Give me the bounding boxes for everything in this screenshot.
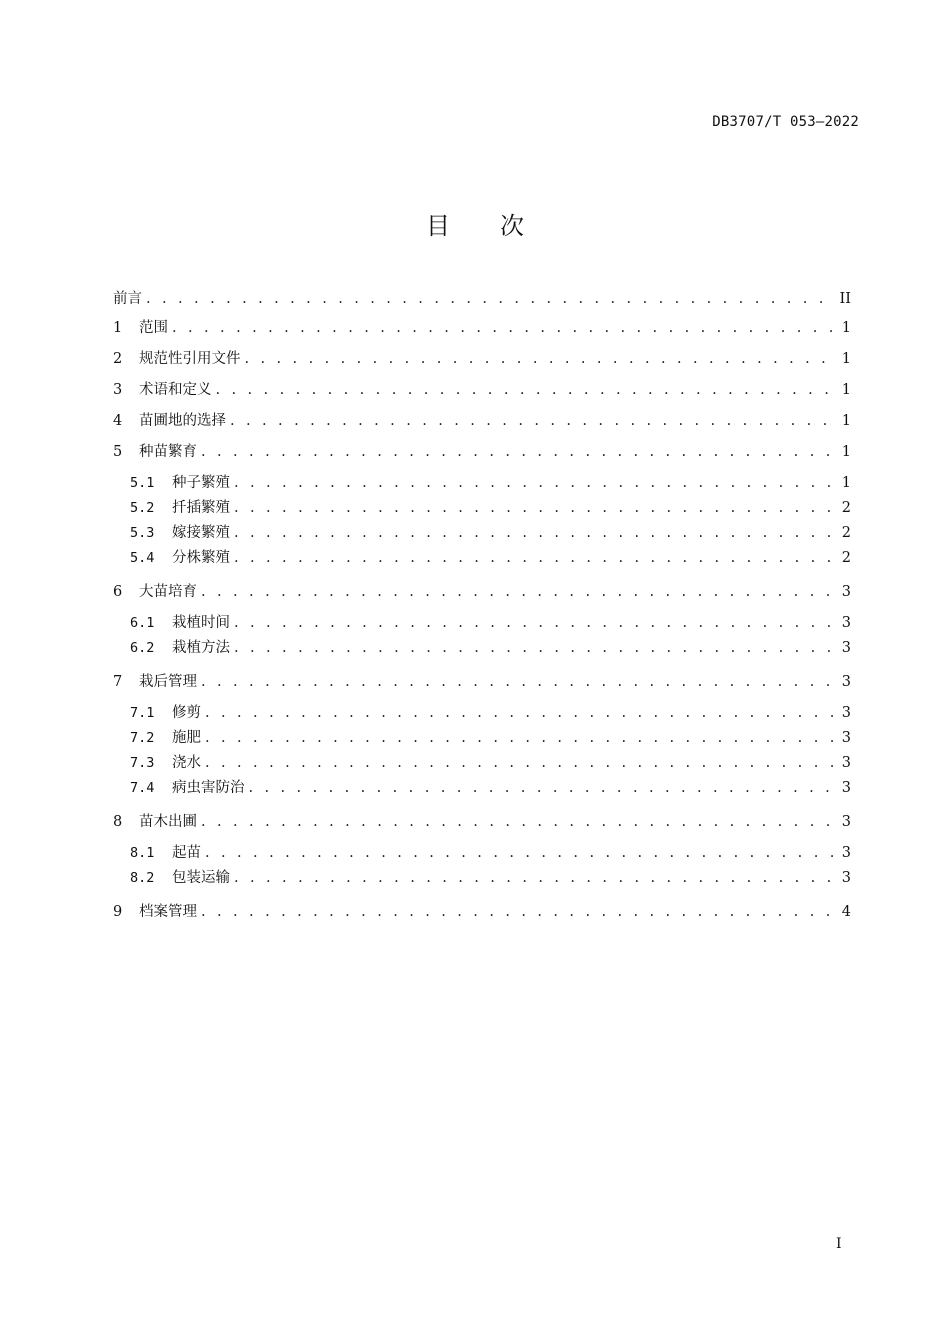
toc-entry-label: 浇水	[172, 755, 201, 771]
toc-entry[interactable]	[113, 807, 851, 838]
toc-dot-leader	[234, 636, 836, 661]
toc-dot-leader	[234, 521, 836, 546]
toc-entry-number: 7.2	[130, 730, 155, 746]
toc-entry[interactable]	[113, 701, 851, 726]
toc-entry-label: 苗圃地的选择	[139, 413, 226, 429]
toc-entry[interactable]	[113, 284, 851, 313]
toc-entry-number: 6	[113, 584, 123, 600]
toc-entry[interactable]	[113, 406, 851, 437]
toc-dot-leader	[249, 776, 836, 801]
page-title	[0, 206, 950, 241]
toc-entry[interactable]	[113, 344, 851, 375]
toc-entry-label: 栽植方法	[172, 640, 230, 656]
toc-entry-page: 3	[841, 870, 851, 886]
toc-entry-label: 扦插繁殖	[172, 500, 230, 516]
toc-entry-page: 1	[841, 413, 851, 429]
toc-entry-label: 苗木出圃	[139, 814, 197, 830]
toc-entry-number: 9	[113, 904, 123, 920]
toc-entry-page: 3	[841, 674, 851, 690]
toc-dot-leader	[201, 897, 836, 928]
toc-entry[interactable]	[113, 437, 851, 468]
toc-dot-leader	[234, 611, 836, 636]
toc-dot-leader	[205, 751, 836, 776]
toc-entry-number: 6.1	[130, 615, 155, 631]
toc-entry-page: 3	[841, 845, 851, 861]
toc-dot-leader	[172, 313, 836, 344]
toc-dot-leader	[201, 437, 836, 468]
toc-entry-page: 3	[841, 584, 851, 600]
toc-entry-number: 7.4	[130, 780, 155, 796]
toc-entry-label: 前言	[113, 291, 142, 307]
toc-entry[interactable]	[113, 636, 851, 661]
toc-dot-leader	[230, 406, 836, 437]
toc-dot-leader	[201, 807, 836, 838]
toc-entry-page: 3	[841, 730, 851, 746]
toc-entry-label: 分株繁殖	[172, 550, 230, 566]
toc-entry-label: 施肥	[172, 730, 201, 746]
toc-entry-label: 范围	[139, 320, 168, 336]
toc-entry-label: 术语和定义	[139, 382, 212, 398]
toc-entry-page: 3	[841, 814, 851, 830]
toc-dot-leader	[234, 546, 836, 571]
toc-entry-label: 修剪	[172, 705, 201, 721]
toc-entry-label: 病虫害防治	[172, 780, 245, 796]
toc-dot-leader	[205, 701, 836, 726]
toc-entry[interactable]	[113, 546, 851, 571]
toc-entry[interactable]	[113, 776, 851, 801]
standard-code: DB3707/T 053—2022	[712, 114, 859, 130]
toc-entry-number: 3	[113, 382, 123, 398]
toc-entry[interactable]	[113, 751, 851, 776]
toc-entry-page: 2	[841, 550, 851, 566]
page-number: I	[836, 1236, 842, 1252]
toc-entry[interactable]	[113, 897, 851, 928]
toc-entry-number: 7	[113, 674, 123, 690]
toc-entry-page: 2	[841, 525, 851, 541]
toc-entry[interactable]	[113, 471, 851, 496]
toc-entry[interactable]	[113, 496, 851, 521]
toc-entry-number: 5.2	[130, 500, 155, 516]
toc-entry-page: 1	[841, 382, 851, 398]
toc-entry[interactable]	[113, 577, 851, 608]
toc-entry-label: 栽后管理	[139, 674, 197, 690]
toc-dot-leader	[201, 667, 836, 698]
toc-entry-page: 3	[841, 755, 851, 771]
toc-entry[interactable]	[113, 521, 851, 546]
toc-entry-number: 7.3	[130, 755, 155, 771]
toc-entry-number: 1	[113, 320, 123, 336]
toc-entry-page: 3	[841, 705, 851, 721]
toc-dot-leader	[234, 471, 836, 496]
toc-entry-page: 2	[841, 500, 851, 516]
toc-entry-number: 7.1	[130, 705, 155, 721]
toc-dot-leader	[205, 726, 836, 751]
toc-dot-leader	[205, 841, 836, 866]
toc-entry-label: 起苗	[172, 845, 201, 861]
toc-dot-leader	[234, 496, 836, 521]
toc-dot-leader	[245, 344, 836, 375]
toc-dot-leader	[146, 284, 834, 315]
toc-entry-label: 规范性引用文件	[139, 351, 241, 367]
toc-entry-page: 1	[841, 475, 851, 491]
toc-entry[interactable]	[113, 375, 851, 406]
toc-entry-number: 2	[113, 351, 123, 367]
toc-entry-label: 包装运输	[172, 870, 230, 886]
toc-dot-leader	[201, 577, 836, 608]
toc-entry-label: 大苗培育	[139, 584, 197, 600]
toc-entry-page: 3	[841, 640, 851, 656]
toc-entry-number: 6.2	[130, 640, 155, 656]
toc-entry-number: 4	[113, 413, 123, 429]
toc-entry-number: 5.1	[130, 475, 155, 491]
toc-entry-label: 种苗繁育	[139, 444, 197, 460]
toc-entry[interactable]	[113, 611, 851, 636]
toc-entry[interactable]	[113, 866, 851, 891]
table-of-contents	[113, 284, 851, 928]
toc-entry-number: 5.4	[130, 550, 155, 566]
toc-entry-number: 8.2	[130, 870, 155, 886]
title-char-1: 目	[426, 212, 450, 240]
toc-entry-label: 种子繁殖	[172, 475, 230, 491]
toc-entry-label: 栽植时间	[172, 615, 230, 631]
toc-entry-page: II	[839, 291, 851, 307]
toc-entry-number: 8	[113, 814, 123, 830]
toc-entry-label: 嫁接繁殖	[172, 525, 230, 541]
toc-entry-page: 3	[841, 615, 851, 631]
toc-entry[interactable]	[113, 667, 851, 698]
toc-entry-number: 5.3	[130, 525, 155, 541]
toc-entry[interactable]	[113, 841, 851, 866]
toc-dot-leader	[216, 375, 836, 406]
toc-dot-leader	[234, 866, 836, 891]
toc-entry-label: 档案管理	[139, 904, 197, 920]
toc-entry-number: 5	[113, 444, 123, 460]
toc-entry-page: 1	[841, 320, 851, 336]
toc-entry[interactable]	[113, 726, 851, 751]
toc-entry-page: 4	[841, 904, 851, 920]
title-char-2: 次	[500, 212, 524, 240]
toc-entry-page: 1	[841, 444, 851, 460]
toc-entry-page: 1	[841, 351, 851, 367]
toc-entry-page: 3	[841, 780, 851, 796]
toc-entry-number: 8.1	[130, 845, 155, 861]
toc-entry[interactable]	[113, 313, 851, 344]
